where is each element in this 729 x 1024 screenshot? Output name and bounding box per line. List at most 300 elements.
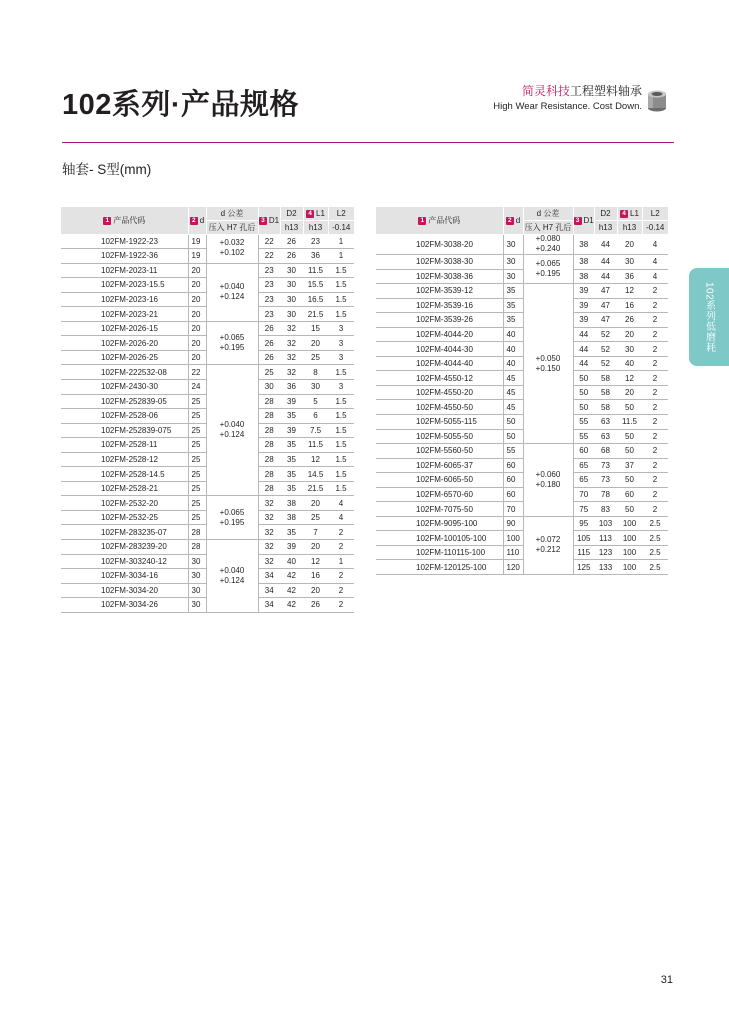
brand-slogan: High Wear Resistance. Cost Down.: [493, 101, 642, 112]
cell-l1: 20: [617, 234, 642, 255]
spec-table-left: [61, 207, 354, 613]
cell-code: 102FM-3034-26: [61, 598, 188, 613]
cell-d2: 52: [594, 356, 617, 371]
cell-code: 102FM-2026-20: [61, 336, 188, 351]
tolerance-upper: +0.040: [219, 420, 245, 430]
cell-code: 102FM-1922-23: [61, 234, 188, 249]
cell-l2: 3: [328, 379, 354, 394]
cell-l1: 100: [617, 545, 642, 560]
cell-tolerance: [206, 365, 258, 496]
tolerance-upper: +0.040: [219, 565, 245, 575]
cell-d: 28: [188, 539, 206, 554]
cell-l2: 1.5: [328, 307, 354, 322]
cell-d2: 26: [280, 249, 303, 264]
cell-d1: 55: [573, 429, 594, 444]
cell-l1: 30: [303, 379, 328, 394]
cell-l1: 7.5: [303, 423, 328, 438]
cell-d1: 65: [573, 458, 594, 473]
col-d2-header: D2: [594, 207, 617, 221]
cell-l2: 4: [642, 269, 668, 284]
cell-d2: 47: [594, 313, 617, 328]
cell-l1: 100: [617, 516, 642, 531]
cell-l2: 2: [642, 444, 668, 459]
cell-d1: 23: [258, 263, 280, 278]
cell-d1: 39: [573, 284, 594, 299]
cell-code: 102FM-2528-06: [61, 409, 188, 424]
col-tol-header: d 公差: [206, 207, 258, 221]
col-tol-subheader: 压入 H7 孔后: [206, 221, 258, 235]
col-d2-header: D2: [280, 207, 303, 221]
brand-tagline: 工程塑料轴承: [569, 84, 642, 98]
col-l1-subheader: h13: [617, 221, 642, 235]
cell-d: 60: [503, 487, 523, 502]
table-row: [376, 284, 668, 299]
cell-d: 50: [503, 429, 523, 444]
col-code-header: 1 产品代码: [376, 207, 503, 234]
cell-l2: 2: [642, 284, 668, 299]
cell-code: 102FM-2532-25: [61, 510, 188, 525]
cell-d1: 28: [258, 481, 280, 496]
table-row: [61, 539, 354, 554]
cell-code: 102FM-283239-20: [61, 539, 188, 554]
bearing-icon: [647, 90, 667, 112]
col-d-header: 2 d: [188, 207, 206, 234]
cell-l1: 20: [303, 336, 328, 351]
table-row: [376, 313, 668, 328]
cell-l2: 2: [642, 356, 668, 371]
cell-code: 102FM-2430-30: [61, 379, 188, 394]
cell-l2: 1.5: [328, 263, 354, 278]
table-row: [376, 234, 668, 255]
cell-d2: 30: [280, 263, 303, 278]
cell-d2: 39: [280, 394, 303, 409]
cell-d1: 26: [258, 336, 280, 351]
cell-l1: 12: [617, 371, 642, 386]
cell-l2: 4: [642, 255, 668, 270]
cell-l2: 2: [328, 525, 354, 540]
table-row: [376, 444, 668, 459]
cell-d1: 28: [258, 409, 280, 424]
brand-block: [493, 82, 667, 112]
cell-d: 120: [503, 560, 523, 575]
cell-l1: 50: [617, 429, 642, 444]
cell-d: 30: [188, 569, 206, 584]
tolerance-lower: +0.195: [219, 517, 245, 527]
cell-d1: 39: [573, 298, 594, 313]
col-l1-header: 4 L1: [303, 207, 328, 221]
side-tab[interactable]: [689, 268, 729, 366]
cell-d1: 25: [258, 365, 280, 380]
cell-d1: 28: [258, 423, 280, 438]
cell-d1: 125: [573, 560, 594, 575]
cell-d2: 47: [594, 298, 617, 313]
cell-d: 24: [188, 379, 206, 394]
header-divider: [62, 142, 674, 143]
cell-l2: 3: [328, 321, 354, 336]
cell-d1: 32: [258, 539, 280, 554]
cell-l2: 1.5: [328, 394, 354, 409]
cell-code: 102FM-5055-115: [376, 415, 503, 430]
cell-d2: 52: [594, 327, 617, 342]
cell-code: 102FM-2532-20: [61, 496, 188, 511]
cell-d2: 35: [280, 467, 303, 482]
cell-d2: 30: [280, 278, 303, 293]
cell-l1: 20: [617, 327, 642, 342]
cell-d1: 70: [573, 487, 594, 502]
cell-d: 30: [503, 234, 523, 255]
cell-l1: 50: [617, 502, 642, 517]
tolerance-upper: +0.065: [535, 259, 561, 269]
tolerance-lower: +0.180: [535, 479, 561, 489]
cell-d1: 38: [573, 269, 594, 284]
col-l2-header: L2: [328, 207, 354, 221]
cell-d1: 26: [258, 321, 280, 336]
cell-l1: 15: [303, 321, 328, 336]
col-l1-subheader: h13: [303, 221, 328, 235]
table-row: [376, 298, 668, 313]
table-row: [376, 371, 668, 386]
cell-code: 102FM-303240-12: [61, 554, 188, 569]
cell-d: 55: [503, 444, 523, 459]
cell-d1: 95: [573, 516, 594, 531]
tolerance-upper: +0.040: [219, 282, 245, 292]
cell-d: 35: [503, 313, 523, 328]
cell-code: 102FM-3034-20: [61, 583, 188, 598]
cell-d2: 42: [280, 569, 303, 584]
cell-d1: 22: [258, 249, 280, 264]
cell-code: 102FM-2528-11: [61, 438, 188, 453]
spec-table-right: [376, 207, 668, 575]
cell-d2: 58: [594, 371, 617, 386]
cell-l2: 2: [328, 583, 354, 598]
cell-code: 102FM-6570-60: [376, 487, 503, 502]
tolerance-lower: +0.195: [219, 343, 245, 353]
cell-l2: 1.5: [328, 365, 354, 380]
cell-d2: 44: [594, 255, 617, 270]
cell-code: 102FM-2528-21: [61, 481, 188, 496]
cell-d2: 35: [280, 525, 303, 540]
tolerance-lower: +0.102: [219, 248, 245, 258]
cell-d: 20: [188, 350, 206, 365]
cell-d2: 38: [280, 510, 303, 525]
cell-d1: 23: [258, 307, 280, 322]
cell-l2: 2: [642, 400, 668, 415]
cell-l2: 4: [642, 234, 668, 255]
cell-code: 102FM-2528-12: [61, 452, 188, 467]
cell-code: 102FM-2023-11: [61, 263, 188, 278]
brand-name-line: [493, 82, 642, 99]
cell-tolerance: [206, 234, 258, 263]
cell-l2: 2: [642, 502, 668, 517]
cell-d: 45: [503, 385, 523, 400]
cell-l2: 2.5: [642, 560, 668, 575]
cell-code: 102FM-222532-08: [61, 365, 188, 380]
cell-code: 102FM-4550-12: [376, 371, 503, 386]
cell-tolerance: [206, 539, 258, 612]
cell-l1: 26: [617, 313, 642, 328]
table-row: [376, 545, 668, 560]
cell-tolerance: [206, 496, 258, 540]
cell-d2: 73: [594, 458, 617, 473]
cell-tolerance: [523, 255, 573, 284]
cell-l2: 1.5: [328, 438, 354, 453]
cell-l2: 1.5: [328, 467, 354, 482]
cell-code: 102FM-283235-07: [61, 525, 188, 540]
cell-l1: 16.5: [303, 292, 328, 307]
cell-d: 25: [188, 438, 206, 453]
tolerance-lower: +0.212: [535, 545, 561, 555]
table-row: [376, 385, 668, 400]
cell-d: 40: [503, 342, 523, 357]
cell-d2: 35: [280, 481, 303, 496]
cell-code: 102FM-3038-30: [376, 255, 503, 270]
cell-d2: 42: [280, 583, 303, 598]
table-row: [61, 263, 354, 278]
tolerance-lower: +0.124: [219, 430, 245, 440]
cell-d2: 32: [280, 350, 303, 365]
cell-d1: 28: [258, 452, 280, 467]
cell-d2: 113: [594, 531, 617, 546]
cell-l2: 4: [328, 496, 354, 511]
table-row: [376, 269, 668, 284]
cell-tolerance: [206, 263, 258, 321]
cell-l1: 20: [303, 539, 328, 554]
cell-d: 30: [503, 269, 523, 284]
cell-d1: 38: [573, 234, 594, 255]
cell-d1: 23: [258, 292, 280, 307]
table-row: [61, 234, 354, 249]
cell-d: 90: [503, 516, 523, 531]
cell-code: 102FM-3539-12: [376, 284, 503, 299]
cell-l2: 2: [642, 342, 668, 357]
cell-l2: 2: [642, 458, 668, 473]
cell-d1: 50: [573, 400, 594, 415]
col-l2-subheader: -0.14: [642, 221, 668, 235]
cell-d2: 58: [594, 400, 617, 415]
cell-d2: 26: [280, 234, 303, 249]
cell-d: 60: [503, 458, 523, 473]
table-row: [376, 327, 668, 342]
cell-d2: 39: [280, 539, 303, 554]
cell-l1: 16: [617, 298, 642, 313]
cell-d1: 34: [258, 569, 280, 584]
cell-d: 45: [503, 400, 523, 415]
cell-l1: 100: [617, 531, 642, 546]
cell-l1: 14.5: [303, 467, 328, 482]
cell-d2: 44: [594, 234, 617, 255]
cell-d: 70: [503, 502, 523, 517]
cell-l2: 2: [328, 598, 354, 613]
cell-d: 60: [503, 473, 523, 488]
tolerance-upper: +0.060: [535, 469, 561, 479]
cell-d2: 78: [594, 487, 617, 502]
cell-d: 40: [503, 327, 523, 342]
cell-d1: 50: [573, 385, 594, 400]
cell-d2: 63: [594, 429, 617, 444]
table-row: [376, 342, 668, 357]
tolerance-upper: +0.050: [535, 353, 561, 363]
tolerance-upper: +0.065: [219, 507, 245, 517]
cell-l1: 12: [303, 452, 328, 467]
cell-l1: 30: [617, 342, 642, 357]
col-d1-header: 3 D1: [573, 207, 594, 234]
cell-code: 102FM-7075-50: [376, 502, 503, 517]
cell-l2: 2.5: [642, 516, 668, 531]
cell-code: 102FM-252839-075: [61, 423, 188, 438]
cell-d1: 30: [258, 379, 280, 394]
cell-d: 25: [188, 496, 206, 511]
cell-d1: 55: [573, 415, 594, 430]
cell-l2: 3: [328, 336, 354, 351]
cell-l2: 1.5: [328, 409, 354, 424]
cell-d: 25: [188, 423, 206, 438]
col-l2-header: L2: [642, 207, 668, 221]
cell-l1: 25: [303, 510, 328, 525]
cell-d2: 42: [280, 598, 303, 613]
cell-code: 102FM-6065-50: [376, 473, 503, 488]
cell-d: 30: [503, 255, 523, 270]
cell-d2: 38: [280, 496, 303, 511]
cell-l2: 2: [642, 473, 668, 488]
cell-d: 25: [188, 409, 206, 424]
cell-d1: 28: [258, 438, 280, 453]
cell-l2: 1.5: [328, 278, 354, 293]
cell-d2: 44: [594, 269, 617, 284]
cell-l2: 2: [328, 539, 354, 554]
cell-d: 110: [503, 545, 523, 560]
cell-code: 102FM-5055-50: [376, 429, 503, 444]
tolerance-lower: +0.150: [535, 363, 561, 373]
cell-d1: 39: [573, 313, 594, 328]
cell-d2: 35: [280, 409, 303, 424]
cell-l1: 60: [617, 487, 642, 502]
cell-d2: 40: [280, 554, 303, 569]
cell-code: 102FM-2026-15: [61, 321, 188, 336]
cell-l2: 1: [328, 234, 354, 249]
cell-l1: 37: [617, 458, 642, 473]
cell-code: 102FM-3539-16: [376, 298, 503, 313]
cell-l1: 15.5: [303, 278, 328, 293]
cell-l1: 100: [617, 560, 642, 575]
cell-d: 20: [188, 278, 206, 293]
cell-code: 102FM-3539-26: [376, 313, 503, 328]
cell-l2: 2: [642, 298, 668, 313]
tolerance-upper: +0.072: [535, 535, 561, 545]
cell-l1: 11.5: [303, 263, 328, 278]
cell-d2: 39: [280, 423, 303, 438]
table-row: [61, 321, 354, 336]
cell-d: 20: [188, 336, 206, 351]
table-row: [376, 502, 668, 517]
cell-code: 102FM-4044-40: [376, 356, 503, 371]
cell-d1: 26: [258, 350, 280, 365]
cell-d: 25: [188, 452, 206, 467]
brand-row: [493, 82, 667, 112]
cell-l1: 23: [303, 234, 328, 249]
table-row: [61, 365, 354, 380]
cell-d1: 23: [258, 278, 280, 293]
table-row: [376, 255, 668, 270]
cell-l2: 1.5: [328, 452, 354, 467]
cell-code: 102FM-6065-37: [376, 458, 503, 473]
cell-l1: 11.5: [303, 438, 328, 453]
cell-l2: 2: [642, 313, 668, 328]
cell-code: 102FM-3038-20: [376, 234, 503, 255]
col-d-header: 2 d: [503, 207, 523, 234]
page-title: 102系列·产品规格: [62, 89, 300, 121]
page-number: 31: [660, 974, 673, 986]
cell-l1: 21.5: [303, 307, 328, 322]
cell-code: 102FM-120125-100: [376, 560, 503, 575]
cell-d: 35: [503, 284, 523, 299]
cell-tolerance: [523, 444, 573, 517]
cell-d1: 32: [258, 510, 280, 525]
cell-d2: 30: [280, 292, 303, 307]
cell-d1: 44: [573, 356, 594, 371]
cell-d1: 105: [573, 531, 594, 546]
cell-l2: 2: [642, 371, 668, 386]
col-d1-header: 3 D1: [258, 207, 280, 234]
cell-d: 50: [503, 415, 523, 430]
cell-d2: 58: [594, 385, 617, 400]
cell-d: 30: [188, 554, 206, 569]
cell-code: 102FM-110115-100: [376, 545, 503, 560]
cell-d: 22: [188, 365, 206, 380]
table-row: [61, 496, 354, 511]
col-l2-subheader: -0.14: [328, 221, 354, 235]
cell-l2: 1.5: [328, 423, 354, 438]
cell-d1: 75: [573, 502, 594, 517]
cell-d2: 52: [594, 342, 617, 357]
cell-d1: 28: [258, 394, 280, 409]
cell-d: 20: [188, 307, 206, 322]
cell-code: 102FM-4044-20: [376, 327, 503, 342]
cell-l2: 2: [642, 415, 668, 430]
table-row: [376, 458, 668, 473]
cell-l2: 2: [642, 429, 668, 444]
cell-l2: 2: [328, 569, 354, 584]
tolerance-lower: +0.240: [535, 244, 561, 253]
cell-d1: 50: [573, 371, 594, 386]
cell-l2: 4: [328, 510, 354, 525]
tolerance-lower: +0.124: [219, 292, 245, 302]
tolerance-upper: +0.032: [219, 238, 245, 248]
cell-code: 102FM-3034-16: [61, 569, 188, 584]
cell-d1: 60: [573, 444, 594, 459]
cell-d: 100: [503, 531, 523, 546]
tolerance-upper: +0.080: [535, 234, 561, 243]
tolerance-lower: +0.195: [535, 269, 561, 279]
cell-l1: 25: [303, 350, 328, 365]
table-row: [376, 429, 668, 444]
cell-d1: 32: [258, 525, 280, 540]
cell-l1: 12: [617, 284, 642, 299]
cell-d: 35: [503, 298, 523, 313]
cell-code: 102FM-3038-36: [376, 269, 503, 284]
cell-code: 102FM-1922-36: [61, 249, 188, 264]
cell-l1: 26: [303, 598, 328, 613]
cell-d1: 65: [573, 473, 594, 488]
cell-l2: 2: [642, 327, 668, 342]
cell-l1: 11.5: [617, 415, 642, 430]
cell-l2: 1.5: [328, 481, 354, 496]
cell-code: 102FM-4044-30: [376, 342, 503, 357]
cell-d: 25: [188, 467, 206, 482]
cell-tolerance: [523, 234, 573, 255]
cell-l1: 20: [303, 583, 328, 598]
cell-l1: 5: [303, 394, 328, 409]
cell-d2: 73: [594, 473, 617, 488]
